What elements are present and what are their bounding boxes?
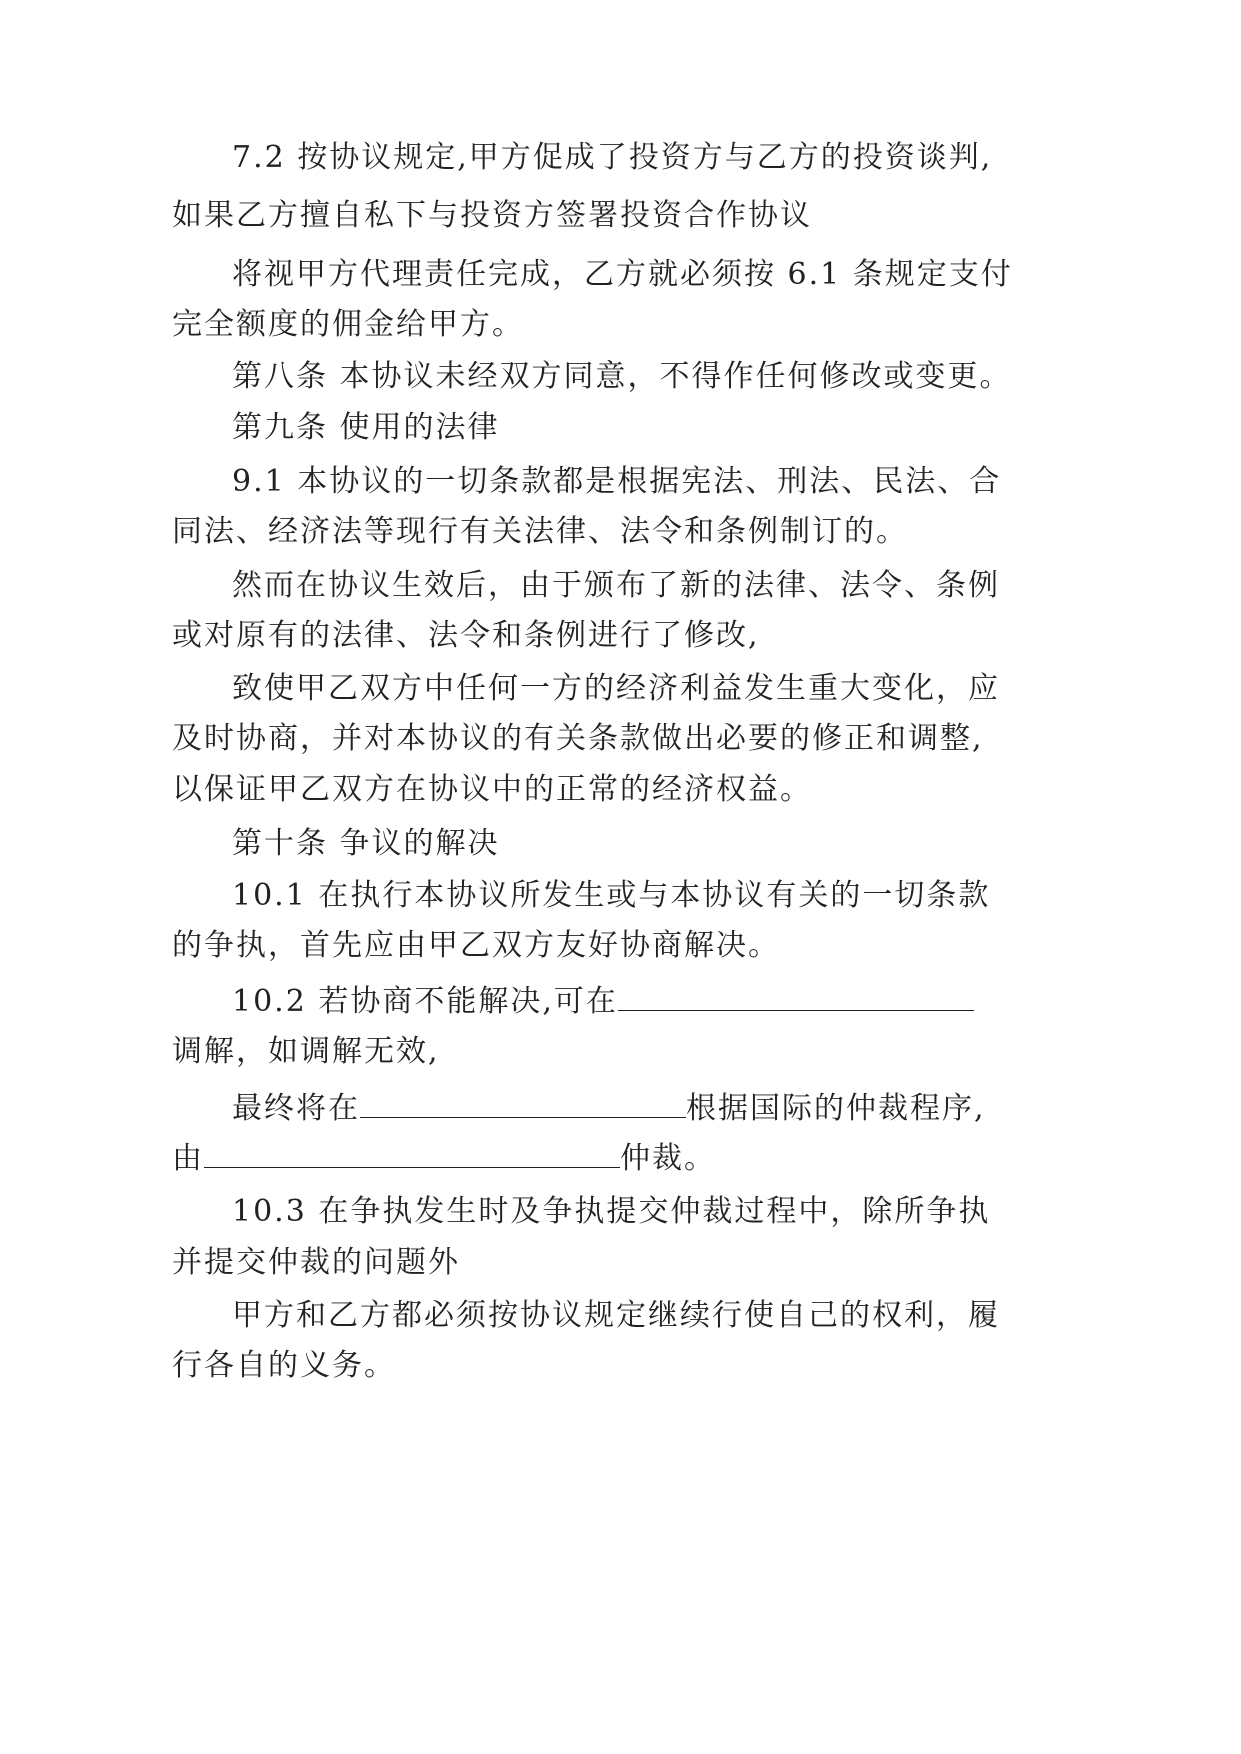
clause-text: 最终将在: [232, 1091, 360, 1126]
paragraph-line: 的争执，首先应由甲乙双方友好协商解决。: [172, 928, 780, 963]
paragraph-line: 然而在协议生效后，由于颁布了新的法律、法令、条例: [232, 568, 1000, 603]
clause-text: 仲裁。: [620, 1141, 716, 1176]
paragraph-line: [172, 1137, 716, 1179]
paragraph-line: 10.1 在执行本协议所发生或与本协议有关的一切条款: [232, 878, 991, 913]
paragraph-line: 致使甲乙双方中任何一方的经济利益发生重大变化，应: [232, 671, 1000, 706]
paragraph-line: [232, 1087, 986, 1129]
clause-text: 由: [172, 1141, 204, 1176]
paragraph-line: 同法、经济法等现行有关法律、法令和条例制订的。: [172, 514, 908, 549]
article-heading: 第八条 本协议未经双方同意，不得作任何修改或变更。: [232, 359, 1012, 394]
paragraph-line: 如果乙方擅自私下与投资方签署投资合作协议: [172, 198, 812, 233]
clause-text: 根据国际的仲裁程序,: [686, 1091, 986, 1126]
paragraph-line: 或对原有的法律、法令和条例进行了修改,: [172, 618, 760, 653]
paragraph-line: 10.3 在争执发生时及争执提交仲裁过程中，除所争执: [232, 1194, 991, 1229]
paragraph-line: 及时协商，并对本协议的有关条款做出必要的修正和调整,: [172, 721, 984, 756]
paragraph-line: 行各自的义务。: [172, 1348, 396, 1383]
paragraph-line: 完全额度的佣金给甲方。: [172, 307, 524, 342]
clause-text: 10.2 若协商不能解决,可在: [232, 984, 618, 1019]
paragraph-line: 以保证甲乙双方在协议中的正常的经济权益。: [172, 772, 812, 807]
fill-in-blank: [204, 1137, 620, 1168]
fill-in-blank: [360, 1087, 686, 1118]
paragraph-line: 调解，如调解无效,: [172, 1034, 440, 1069]
paragraph-line: [232, 980, 974, 1022]
article-heading: 第九条 使用的法律: [232, 410, 500, 445]
paragraph-line: 7.2 按协议规定,甲方促成了投资方与乙方的投资谈判,: [232, 140, 993, 175]
fill-in-blank: [618, 980, 974, 1011]
paragraph-line: 9.1 本协议的一切条款都是根据宪法、刑法、民法、合: [232, 464, 1002, 499]
article-heading: 第十条 争议的解决: [232, 826, 500, 861]
paragraph-line: 甲方和乙方都必须按协议规定继续行使自己的权利，履: [232, 1298, 1000, 1333]
paragraph-line: 并提交仲裁的问题外: [172, 1245, 460, 1280]
paragraph-line: 将视甲方代理责任完成，乙方就必须按 6.1 条规定支付: [232, 257, 1013, 292]
